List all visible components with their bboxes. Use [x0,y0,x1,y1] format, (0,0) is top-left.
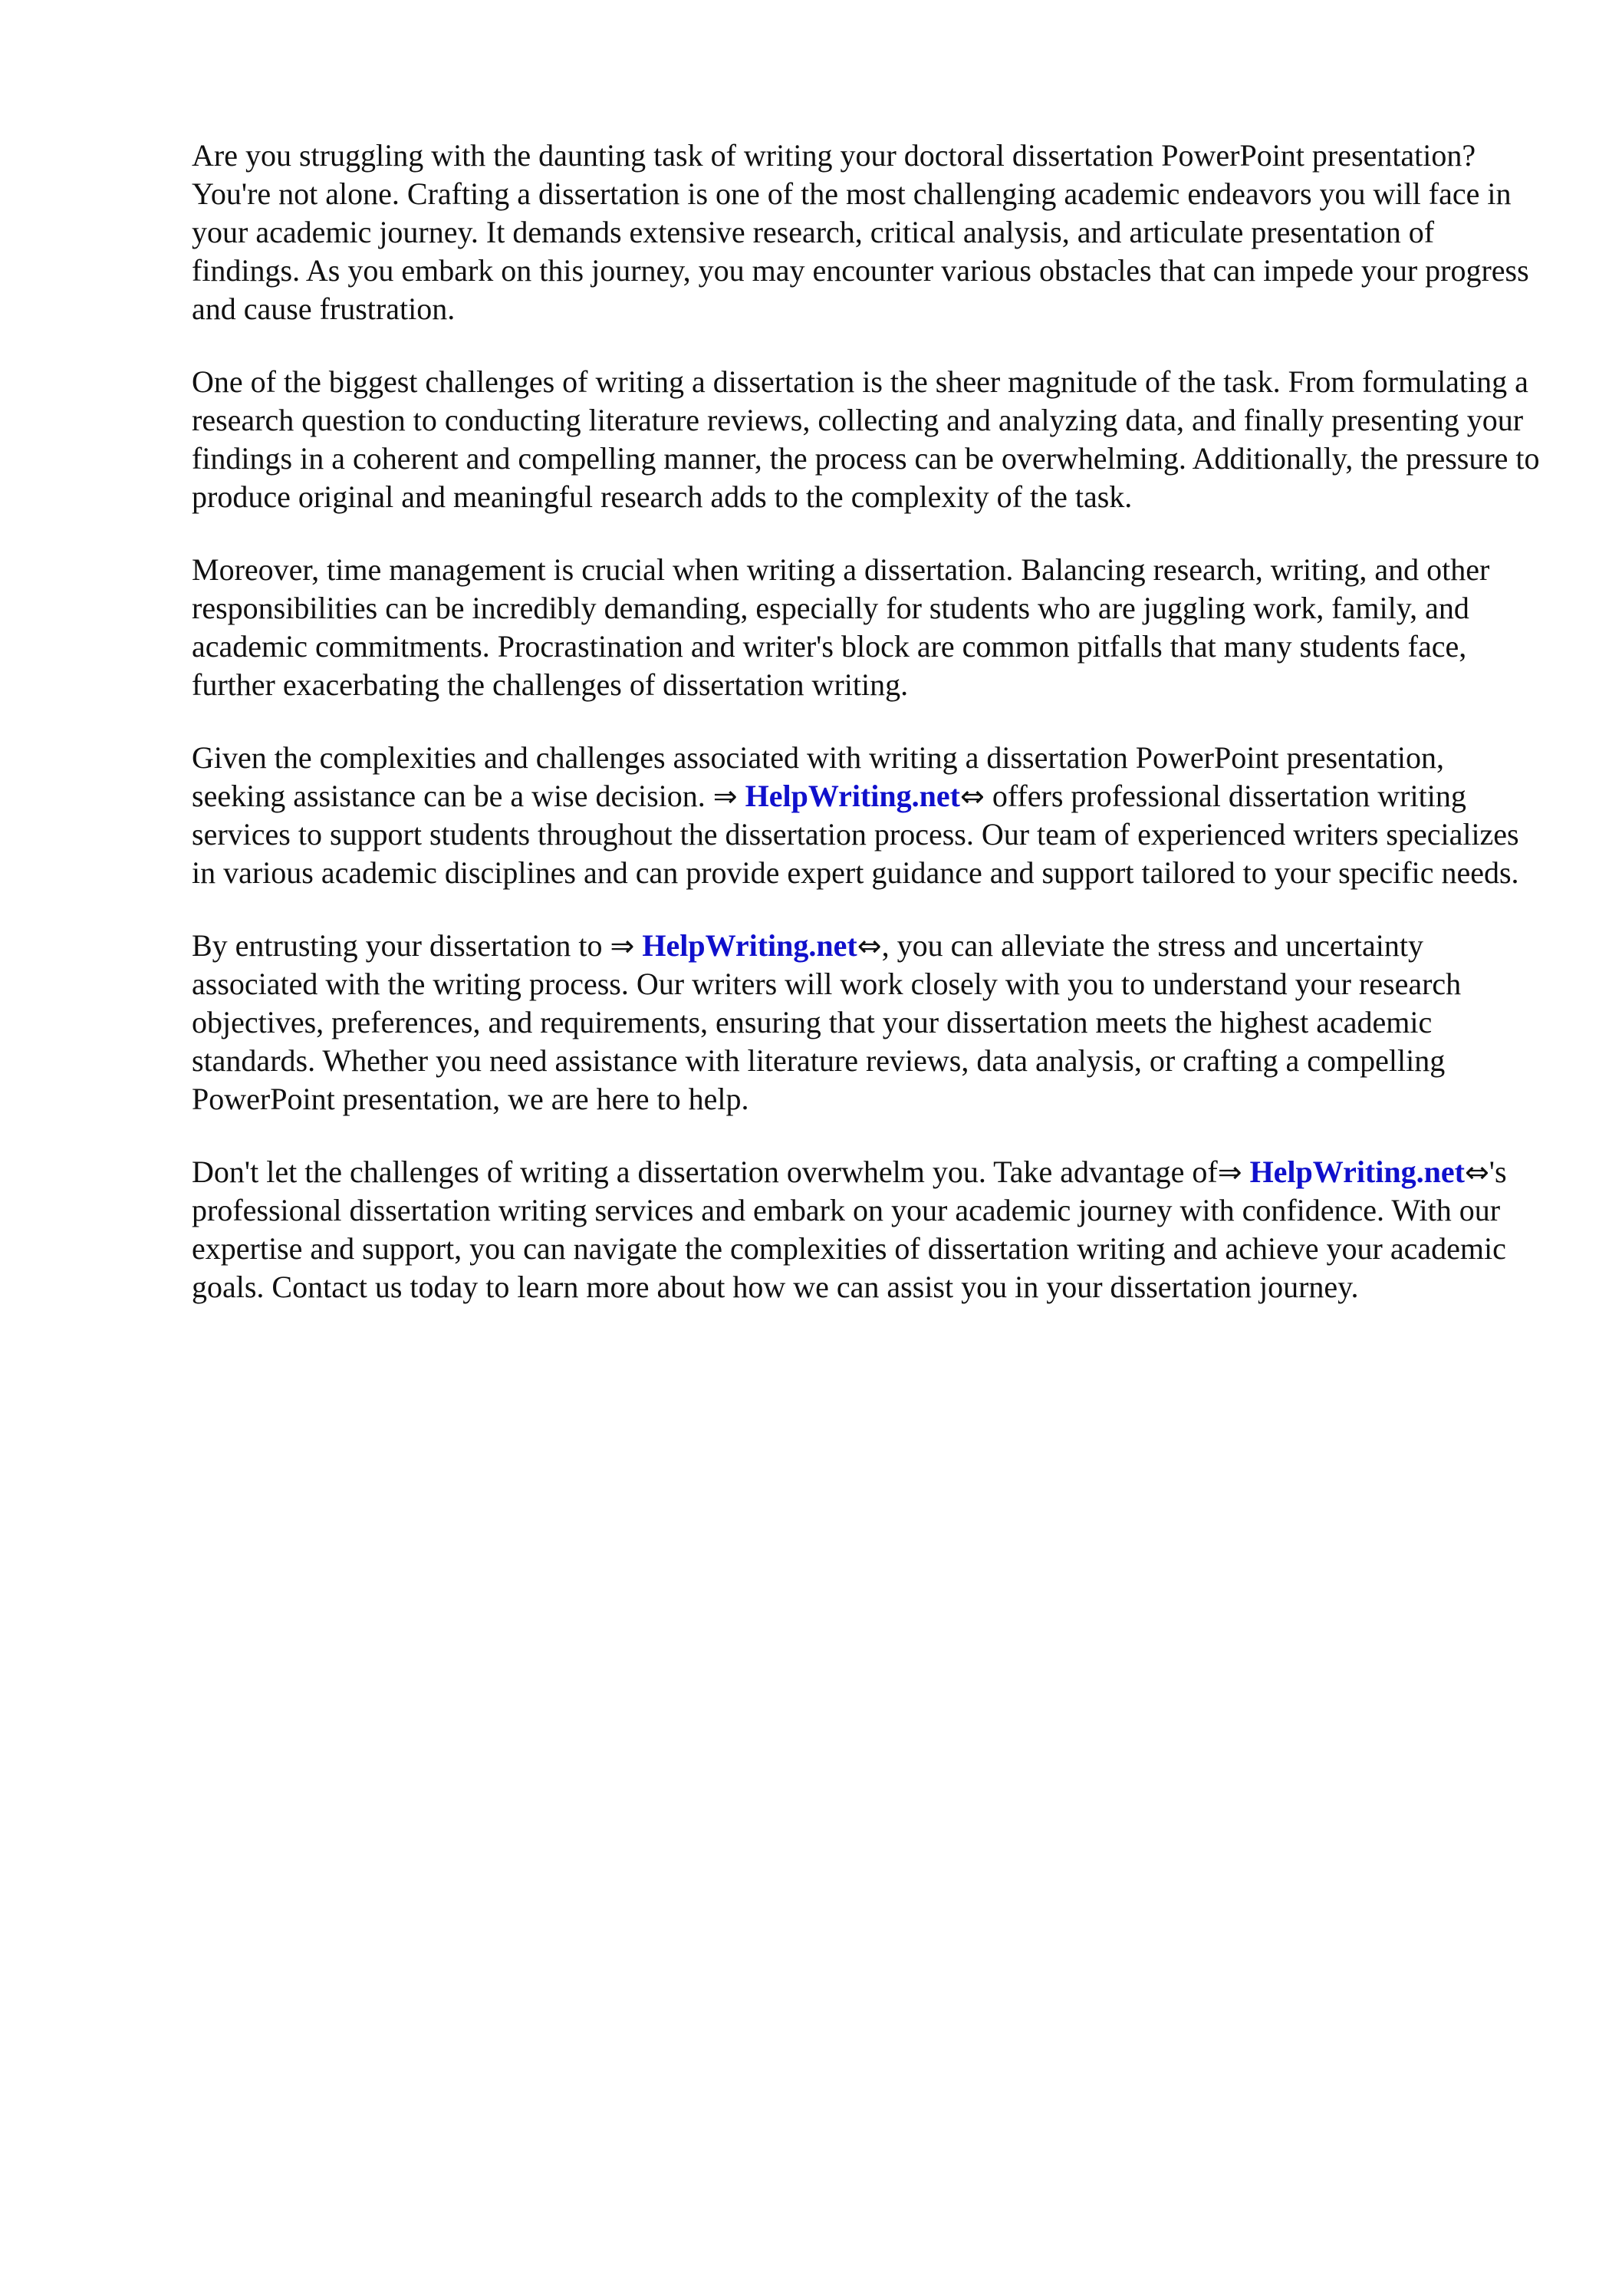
paragraph-text: 's professional dissertation writing services and embark on your academic journey with confidence. With our expertise and support, you can navigate the complexities of dissertation writing and achieve your academic goals. Contact us today to learn more about how we can assist you in your dissertation journey. [192,1155,1507,1304]
paragraph-challenges: One of the biggest challenges of writing a dissertation is the sheer magnitude of the task. From formulating a research question to conducting literature reviews, collecting and analyzing data, and finally presenting your findings in a coherent and compelling manner, the process can be overwhelming. Additionally, the pressure to produce original and meaningful research adds to the complexity of the task. [192,364,1540,514]
paragraph-entrusting [192,927,1541,1118]
paragraph-text: , you can alleviate the stress and uncertainty associated with the writing process. Our writers will work closely with you to understand your research objectives, preferences, and requirements, ensuring that your dissertation meets the highest academic standards. Whether you need assistance with literature reviews, data analysis, or crafting a compelling PowerPoint presentation, we are here to help. [192,928,1462,1116]
double-arrow-right-icon: ⇒ [712,779,738,813]
helpwriting-link[interactable]: HelpWriting.net [745,779,960,813]
double-arrow-both-icon: ⇔ [1464,1155,1489,1189]
paragraph-text: Don't let the challenges of writing a dissertation overwhelm you. Take advantage of [192,1155,1218,1189]
paragraph-text: offers professional dissertation writing services to support students throughout the dissertation process. Our team of experienced writers specializes in various academic disciplines and can provide expert guidance and support tailored to your specific needs. [192,779,1519,890]
paragraph-text: By entrusting your dissertation to [192,928,610,963]
paragraph-assistance [192,739,1541,892]
double-arrow-right-icon: ⇒ [1217,1155,1242,1189]
paragraph-text: Given the complexities and challenges associated with writing a dissertation PowerPoint presentation, seeking assistance can be a wise decision. [192,740,1444,813]
document-page [192,137,1541,1341]
paragraph-closing [192,1153,1541,1306]
double-arrow-both-icon: ⇔ [959,779,985,813]
paragraph-intro: Are you struggling with the daunting task of writing your doctoral dissertation PowerPoint presentation? You're not alone. Crafting a dissertation is one of the most challenging academic endeavors you will face in your academic journey. It demands extensive research, critical analysis, and articulate presentation of findings. As you embark on this journey, you may encounter various obstacles that can impede your progress and cause frustration. [192,138,1529,326]
helpwriting-link[interactable]: HelpWriting.net [642,928,857,963]
double-arrow-both-icon: ⇔ [857,929,882,963]
paragraph-time-management: Moreover, time management is crucial when writing a dissertation. Balancing research, writing, and other responsibilities can be incredibly demanding, especially for students who are juggling work, family, and academic commitments. Procrastination and writer's block are common pitfalls that many students face, further exacerbating the challenges of dissertation writing. [192,552,1490,702]
double-arrow-right-icon: ⇒ [610,929,635,963]
helpwriting-link[interactable]: HelpWriting.net [1249,1155,1465,1189]
